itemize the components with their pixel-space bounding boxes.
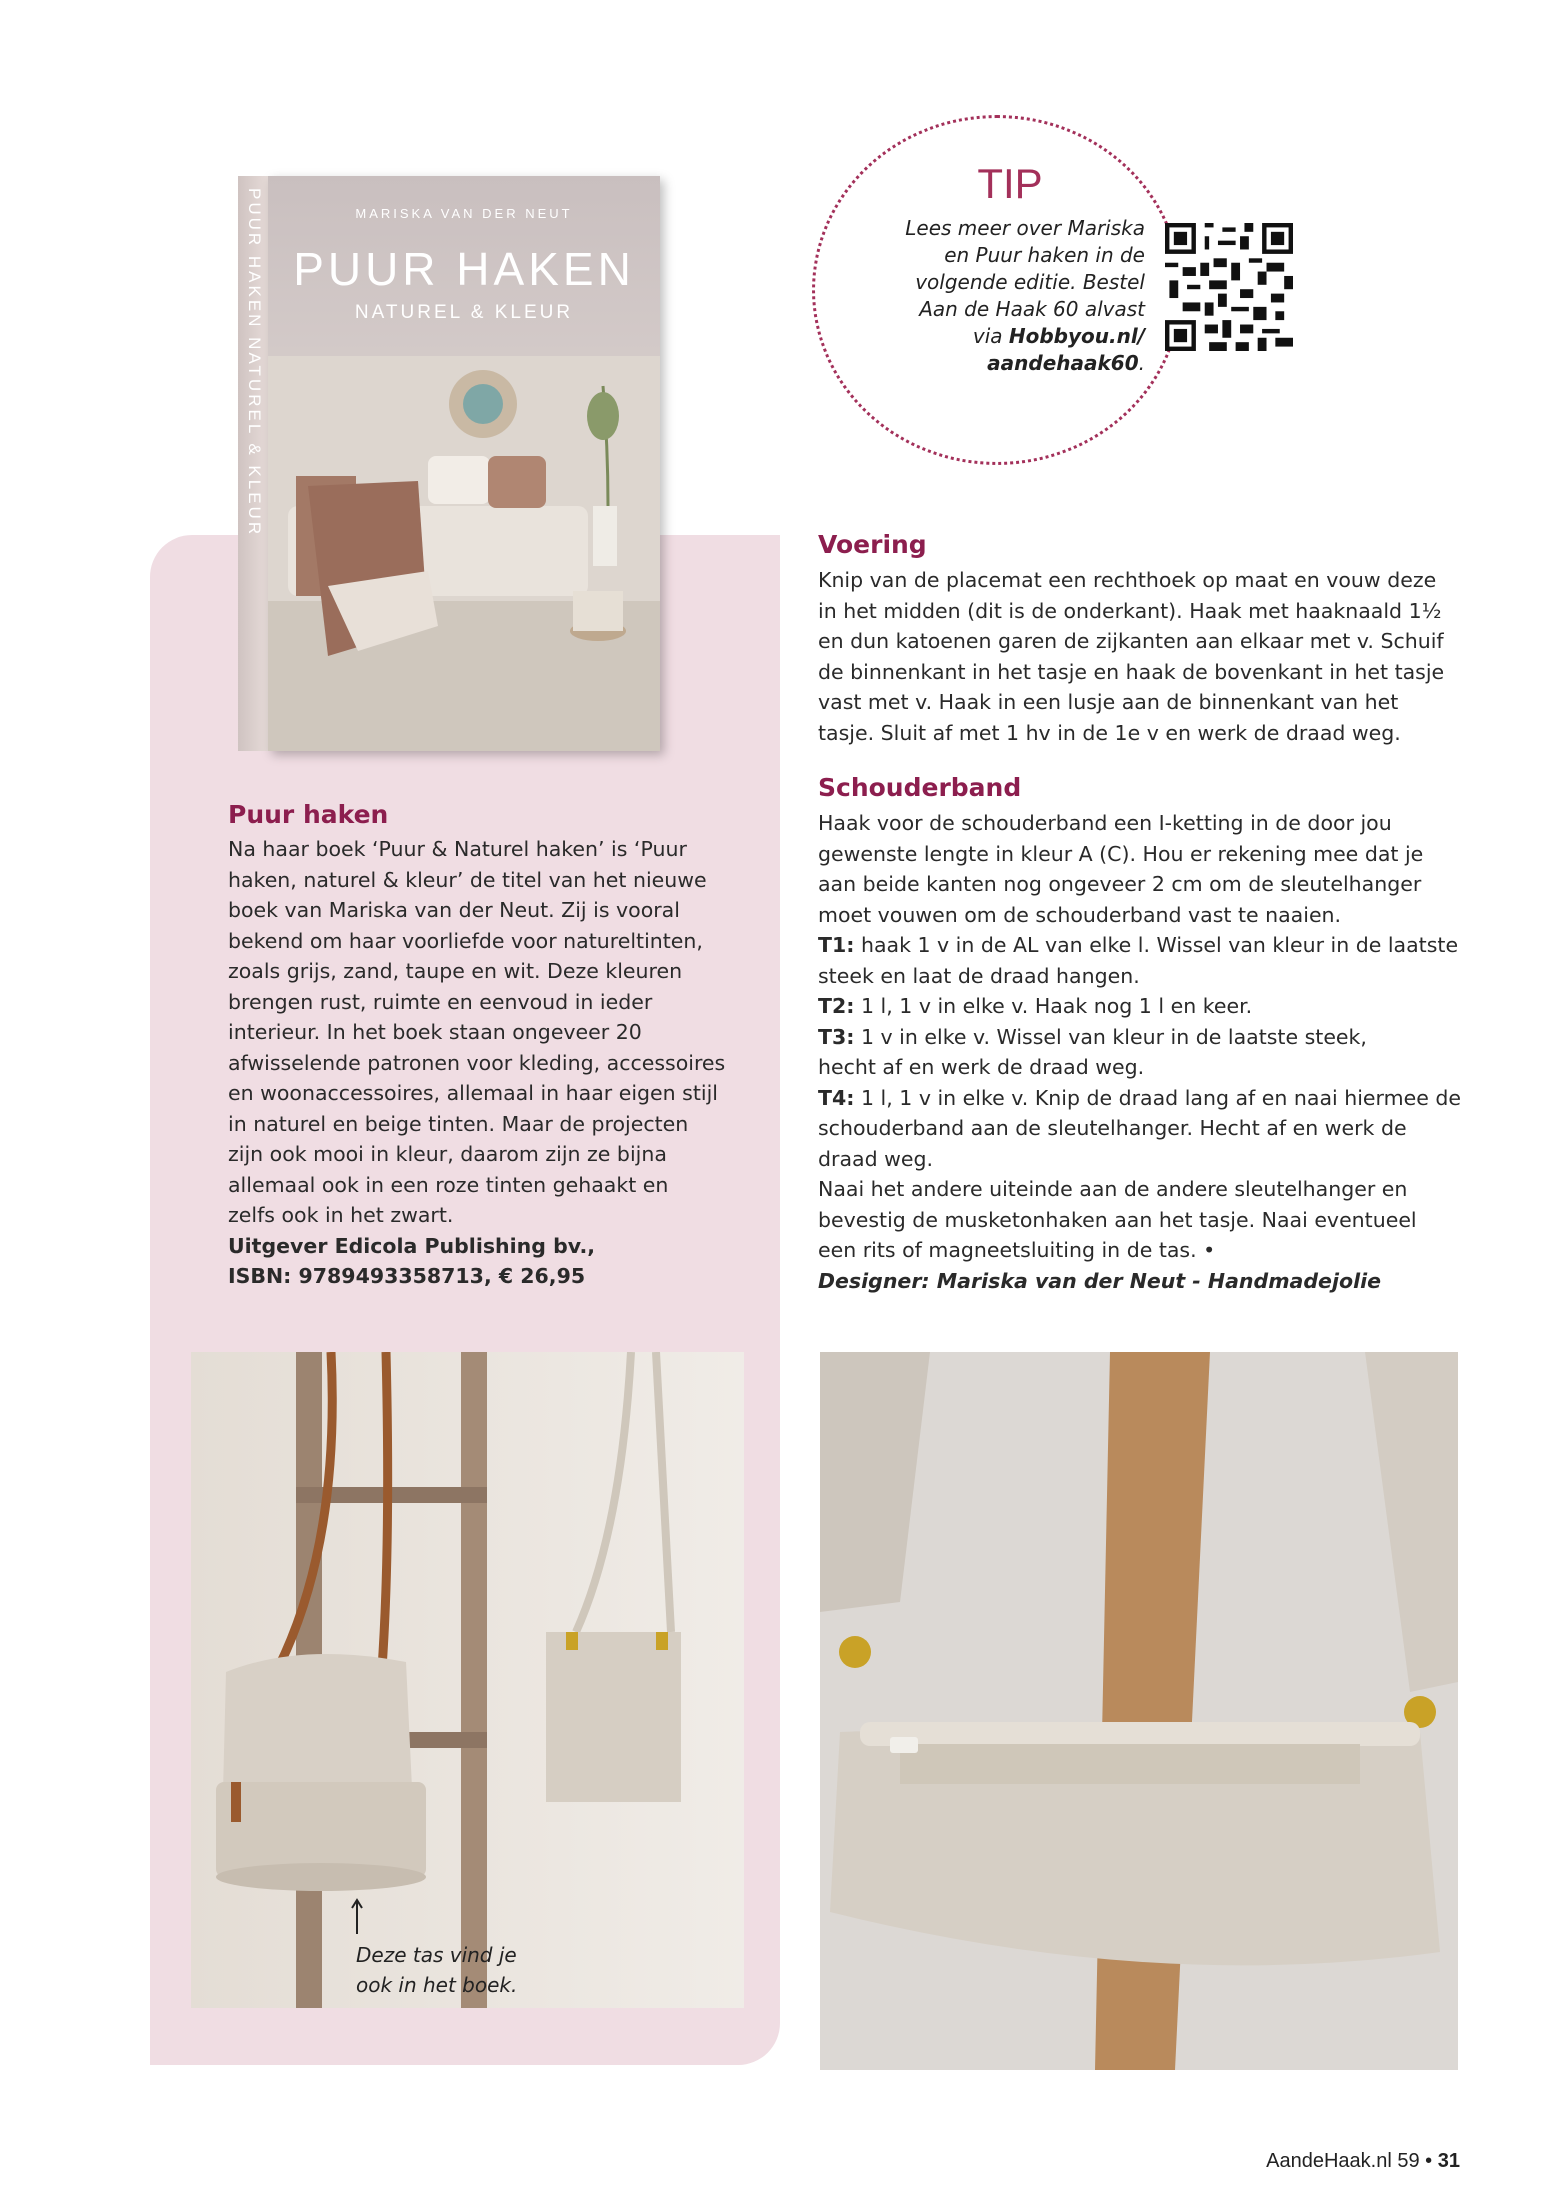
text-line: draad weg. <box>818 1146 934 1171</box>
book-author: MARISKA VAN DER NEUT <box>355 206 573 221</box>
row-label: T4: <box>818 1085 855 1110</box>
row-t3 <box>818 1022 1461 1053</box>
tip-line: Aan de Haak 60 alvast <box>919 297 1145 321</box>
caption-line: ook in het boek. <box>356 1973 518 1997</box>
photo-bags-on-ladder <box>191 1352 744 2008</box>
text-line: zelfs ook in het zwart. <box>228 1203 454 1227</box>
tip-title: TIP <box>977 160 1043 207</box>
row-label: T1: <box>818 933 855 957</box>
isbn-line: ISBN: 9789493358713, € 26,95 <box>228 1264 586 1288</box>
book-front <box>268 176 660 751</box>
text-line: aan beide kanten nog ongeveer 2 cm om de sleutelhanger <box>818 872 1422 896</box>
page-number: 31 <box>1437 2150 1460 2172</box>
voering-text <box>818 565 1444 748</box>
text-line: gewenste lengte in kleur A (C). Hou er rekening mee dat je <box>818 841 1424 866</box>
row-text: 1 v in elke v. Wissel van kleur in de laatste steek, <box>854 1024 1367 1049</box>
text-line: in het midden (dit is de onderkant). Haak met haaknaald 1½ <box>818 598 1442 623</box>
text-line: tasje. Sluit af met 1 hv in de 1e v en werk de draad weg. <box>818 720 1401 745</box>
text-line: interieur. In het boek staan ongeveer 20 <box>228 1020 642 1044</box>
photo-bags-illustration <box>191 1352 744 2008</box>
tip-link-aandehaak60[interactable]: aandehaak60 <box>987 351 1139 375</box>
photo-bag-closeup-illustration <box>820 1352 1458 2070</box>
schouderband-heading: Schouderband <box>818 773 1022 802</box>
book-cover-scene <box>268 356 660 751</box>
row-text: 1 l, 1 v in elke v. Haak nog 1 l en keer. <box>854 994 1253 1018</box>
photo-caption <box>356 1940 576 2000</box>
row-label: T3: <box>818 1024 855 1049</box>
tip-link-hobbyou[interactable]: Hobbyou.nl/ <box>1008 324 1145 348</box>
row-t2 <box>818 991 1461 1022</box>
text-line: Na haar boek ‘Puur & Naturel haken’ is ‘Puur <box>228 837 687 861</box>
tip-line: volgende editie. Bestel <box>915 270 1145 294</box>
row-t1 <box>818 930 1461 961</box>
text-line: vast met v. Haak in een lusje aan de binnenkant van het <box>818 690 1399 714</box>
caption-line: Deze tas vind je <box>356 1943 517 1967</box>
book-spine-text: PUUR HAKEN NATUREL & KLEUR <box>245 188 264 538</box>
text-line: haken, naturel & kleur’ de titel van het nieuwe <box>228 867 707 892</box>
publisher-line: Uitgever Edicola Publishing bv., <box>228 1233 596 1258</box>
text-line: Knip van de placemat een rechthoek op maat en vouw deze <box>818 568 1437 592</box>
schouderband-text <box>818 808 1461 1296</box>
page-footer <box>1205 2150 1460 2173</box>
tip-line: via <box>972 324 1003 348</box>
book-subtitle: NATUREL & KLEUR <box>354 302 574 323</box>
text-line: steek en laat de draad hangen. <box>818 963 1140 988</box>
tip-line: en Puur haken in de <box>944 243 1145 267</box>
text-line: bevestig de musketonhaken aan het tasje. Naai eventueel <box>818 1207 1417 1232</box>
text-line: een rits of magneetsluiting in de tas. • <box>818 1238 1216 1262</box>
footer-magazine: AandeHaak.nl 59 <box>1266 2150 1420 2172</box>
voering-heading: Voering <box>818 530 927 559</box>
text-line: en woonaccessoires, allemaal in haar eigen stijl <box>228 1081 718 1105</box>
text-line: zoals grijs, zand, taupe en wit. Deze kleuren <box>228 959 683 983</box>
footer-separator: • <box>1425 2150 1433 2172</box>
text-line: en dun katoenen garen de zijkanten aan elkaar met v. Schuif <box>818 629 1444 653</box>
text-line: boek van Mariska van der Neut. Zij is vooral <box>228 898 680 922</box>
text-line: allemaal ook in een roze tinten gehaakt en <box>228 1172 669 1197</box>
book-cover-image <box>238 176 660 751</box>
caption-arrow-icon <box>350 1898 364 1934</box>
book-spine <box>238 176 268 751</box>
text-line: zijn ook mooi in kleur, daarom zijn ze bijna <box>228 1142 667 1166</box>
tip-link-end: . <box>1138 351 1145 375</box>
tip-line: Lees meer over Mariska <box>905 216 1145 240</box>
photo-bag-closeup <box>820 1352 1458 2070</box>
row-label: T2: <box>818 994 855 1018</box>
puur-haken-text <box>228 834 725 1292</box>
tip-text <box>840 215 1145 377</box>
text-line: schouderband aan de sleutelhanger. Hecht af en werk de <box>818 1116 1407 1140</box>
row-text: 1 l, 1 v in elke v. Knip de draad lang af en naai hiermee de <box>854 1085 1461 1110</box>
text-line: brengen rust, ruimte en eenvoud in ieder <box>228 989 653 1014</box>
designer-credit: Designer: Mariska van der Neut - Handmadejolie <box>818 1268 1382 1293</box>
book-title: PUUR HAKEN <box>293 243 635 295</box>
text-line: Naai het andere uiteinde aan de andere sleutelhanger en <box>818 1177 1408 1201</box>
text-line: hecht af en werk de draad weg. <box>818 1055 1145 1079</box>
text-line: Haak voor de schouderband een I-ketting in de door jou <box>818 811 1392 835</box>
text-line: de binnenkant in het tasje en haak de bovenkant in het tasje <box>818 659 1445 684</box>
text-line: afwisselende patronen voor kleding, accessoires <box>228 1050 726 1075</box>
text-line: in naturel en beige tinten. Maar de projecten <box>228 1111 689 1136</box>
row-t4 <box>818 1083 1461 1114</box>
row-text: haak 1 v in de AL van elke l. Wissel van kleur in de laatste <box>854 933 1459 957</box>
puur-haken-heading: Puur haken <box>228 800 389 829</box>
text-line: bekend om haar voorliefde voor natureltinten, <box>228 928 703 953</box>
text-line: moet vouwen om de schouderband vast te naaien. <box>818 902 1342 927</box>
qr-code[interactable] <box>1165 223 1293 351</box>
